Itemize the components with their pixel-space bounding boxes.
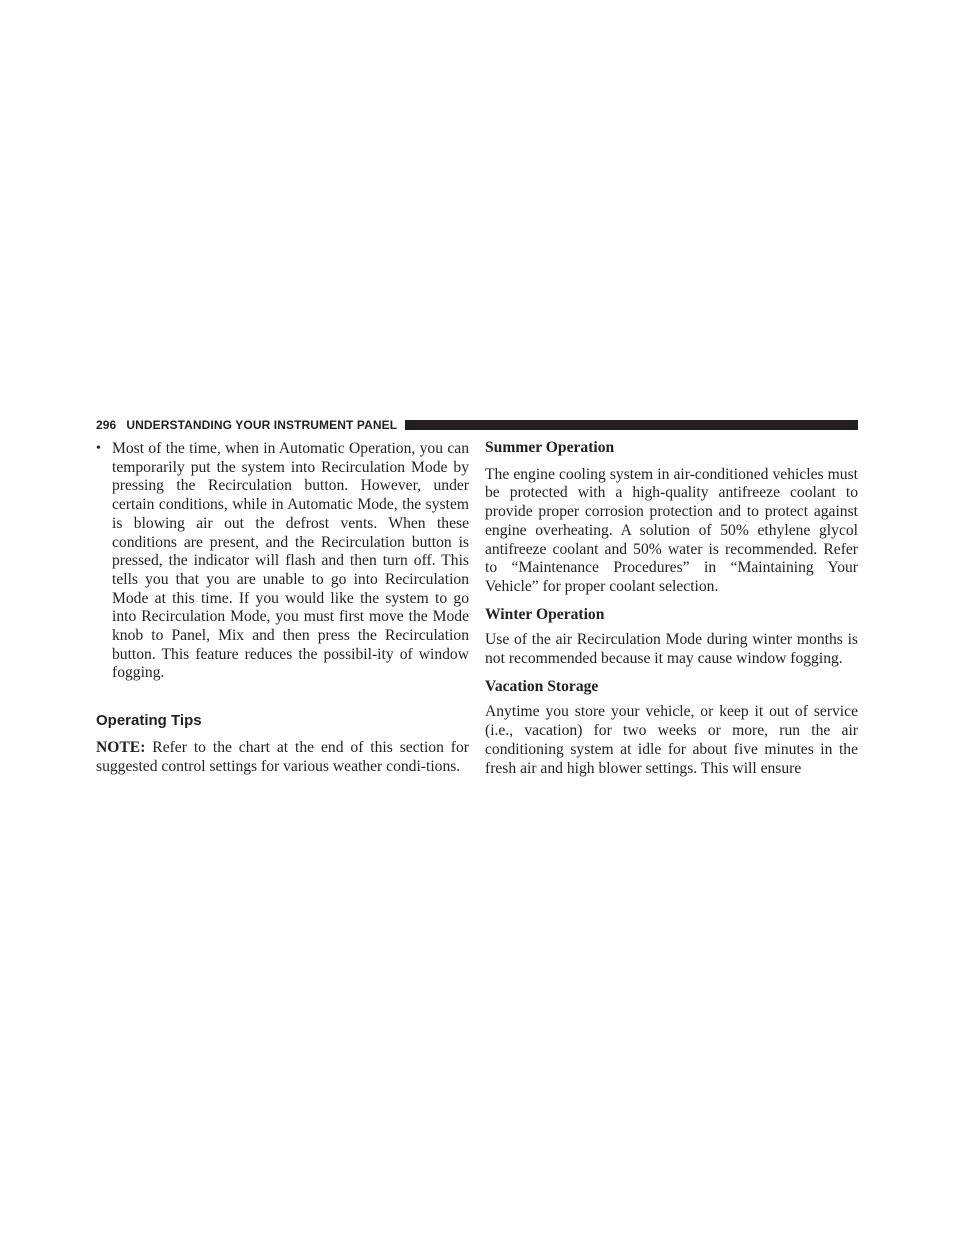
bullet-icon: • [96, 441, 101, 456]
note-label: NOTE: [96, 739, 146, 757]
page-number: 296 [96, 418, 117, 432]
note-paragraph [96, 739, 469, 776]
summer-operation-heading: Summer Operation [485, 439, 615, 456]
vacation-storage-text: Anytime you store your vehicle, or keep it out of service (i.e., vacation) for two weeks or more, run the air conditioning system at idle for about five minutes in the fresh air and high blower settings. This will ensure [485, 703, 858, 777]
header-rule-bar [405, 420, 858, 430]
winter-operation-heading: Winter Operation [485, 605, 605, 623]
page-header [96, 416, 858, 434]
right-column [485, 437, 858, 778]
bullet-text: Most of the time, when in Automatic Operation, you can temporarily put the system into Recirculation Mode by pressing the Recirculation button. However, under certain conditions, while in Automatic Mode, the system is blowing air out the defrost vents. When these conditions are present, and the Recirculation button is pressed, the indicator will flash and then turn off. This tells you that you are unable to go into Recirculation Mode at this time. If you would like the system to go into Recirculation Mode, you must first move the Mode knob to Panel, Mix and then press the Recirculation button. This feature reduces the possibil-ity of window fogging. [112, 440, 469, 682]
recirculation-bullet [96, 440, 469, 683]
operating-tips-heading: Operating Tips [96, 712, 202, 730]
note-text: Refer to the chart at the end of this section for suggested control settings for various weather condi-tions. [96, 739, 469, 775]
summer-operation-text: The engine cooling system in air-conditioned vehicles must be protected with a high-quality antifreeze coolant to provide proper corrosion protection and to protect against engine overheating. A solution of 50% ethylene glycol antifreeze coolant and 50% water is recommended. Refer to “Maintenance Procedures” in “Maintaining Your Vehicle” for proper coolant selection. [485, 465, 858, 595]
winter-operation-text: Use of the air Recirculation Mode during winter months is not recommended because it may cause window fogging. [485, 631, 858, 668]
left-column [96, 437, 469, 777]
vacation-storage-heading: Vacation Storage [485, 677, 599, 695]
section-title: UNDERSTANDING YOUR INSTRUMENT PANEL [126, 418, 398, 432]
